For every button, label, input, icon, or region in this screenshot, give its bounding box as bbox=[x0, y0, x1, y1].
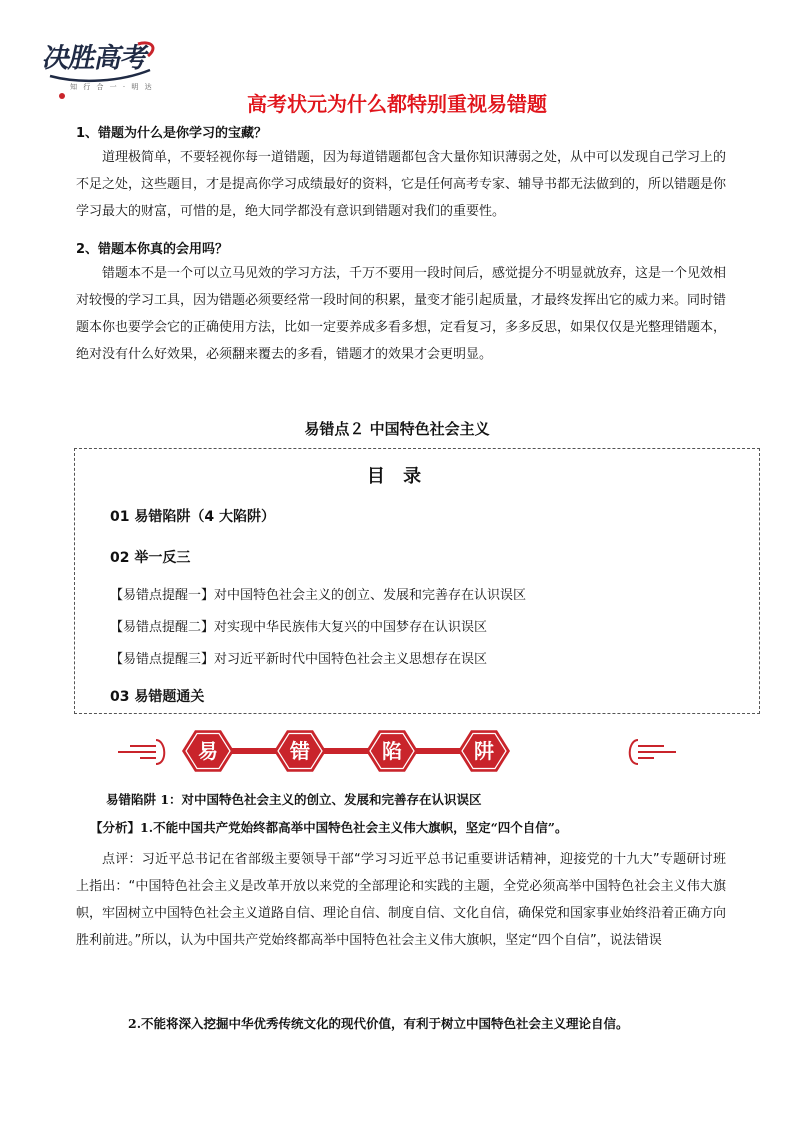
section-banner bbox=[110, 726, 684, 776]
toc-sub-3: 【易错点提醒三】对习近平新时代中国特色社会主义思想存在误区 bbox=[110, 652, 488, 667]
logo-text: 决胜高考 bbox=[40, 43, 151, 74]
banner-char: 易 bbox=[198, 739, 218, 763]
trap-1-comment: 点评：习近平总书记在省部级主要领导干部“学习习近平总书记重要讲话精神，迎接党的十九大”专题研讨班上指出：“中国特色社会主义是改革开放以来党的全部理论和实践的主题，全党必须高举中国特色社会主义伟大旗帜，牢固树立中国特色社会主义道路自信、理论自信、制度自信、文化自信，确保党和国家事业始终沿着正确方向胜利前进。”所以，认为中国共产党始终都高举中国特色社会主义伟大旗帜，坚定“四个自信”，说法错误 bbox=[76, 852, 727, 948]
trap-1-heading: 易错陷阱 1：对中国特色社会主义的创立、发展和完善存在认识误区 bbox=[106, 792, 482, 807]
banner-char: 阱 bbox=[474, 739, 494, 763]
banner-char: 错 bbox=[290, 739, 310, 763]
question-1-body: 道理极简单，不要轻视你每一道错题，因为每道错题都包含大量你知识薄弱之处，从中可以发现自己学习上的不足之处，这些题目，才是提高你学习成绩最好的资料，它是任何高考专家、辅导书都无法做到的，所以错题是你学习最大的财富，可惜的是，绝大同学都没有意识到错题对我们的重要性。 bbox=[76, 150, 727, 219]
question-2-heading: 2、错题本你真的会用吗？ bbox=[76, 242, 229, 257]
analysis-text: 1.不能中国共产党始终都高举中国特色社会主义伟大旗帜，坚定“四个自信”。 bbox=[140, 820, 568, 835]
toc-item-1: 01 易错陷阱（4 大陷阱） bbox=[110, 509, 275, 525]
toc-title: 目 录 bbox=[366, 466, 428, 487]
trap-1-analysis bbox=[90, 818, 567, 836]
logo-subtitle: 知 行 合 一 · 明 达 bbox=[70, 83, 154, 91]
section-title: 易错点２ 中国特色社会主义 bbox=[304, 420, 490, 438]
toc-item-2: 02 举一反三 bbox=[110, 550, 191, 566]
toc-item-3: 03 易错题通关 bbox=[110, 689, 205, 705]
analysis-label: 【分析】 bbox=[90, 820, 141, 835]
banner-right-ornament-icon bbox=[630, 740, 676, 764]
banner-connector bbox=[198, 748, 494, 754]
toc-sub-1: 【易错点提醒一】对中国特色社会主义的创立、发展和完善存在认识误区 bbox=[110, 588, 527, 603]
banner-char: 陷 bbox=[382, 739, 402, 763]
page-title: 高考状元为什么都特别重视易错题 bbox=[247, 92, 547, 116]
trap-1-item-2: 2.不能将深入挖掘中华优秀传统文化的现代价值，有利于树立中国特色社会主义理论自信。 bbox=[128, 1016, 629, 1031]
question-1-heading: 1、错题为什么是你学习的宝藏？ bbox=[76, 126, 268, 141]
question-2-body: 错题本不是一个可以立马见效的学习方法，千万不要用一段时间后，感觉提分不明显就放弃，这是一个见效相对较慢的学习工具，因为错题必须要经常一段时间的积累，量变才能引起质量，才最终发挥出它的威力来。同时错题本你也要学会它的正确使用方法，比如一定要养成多看多想，定看复习，多多反思，如果仅仅是光整理错题本，绝对没有什么好效果，必须翻来覆去的多看，错题才的效果才会更明显。 bbox=[76, 266, 727, 362]
toc-sub-2: 【易错点提醒二】对实现中华民族伟大复兴的中国梦存在认识误区 bbox=[110, 620, 488, 635]
banner-left-ornament-icon bbox=[118, 740, 164, 764]
